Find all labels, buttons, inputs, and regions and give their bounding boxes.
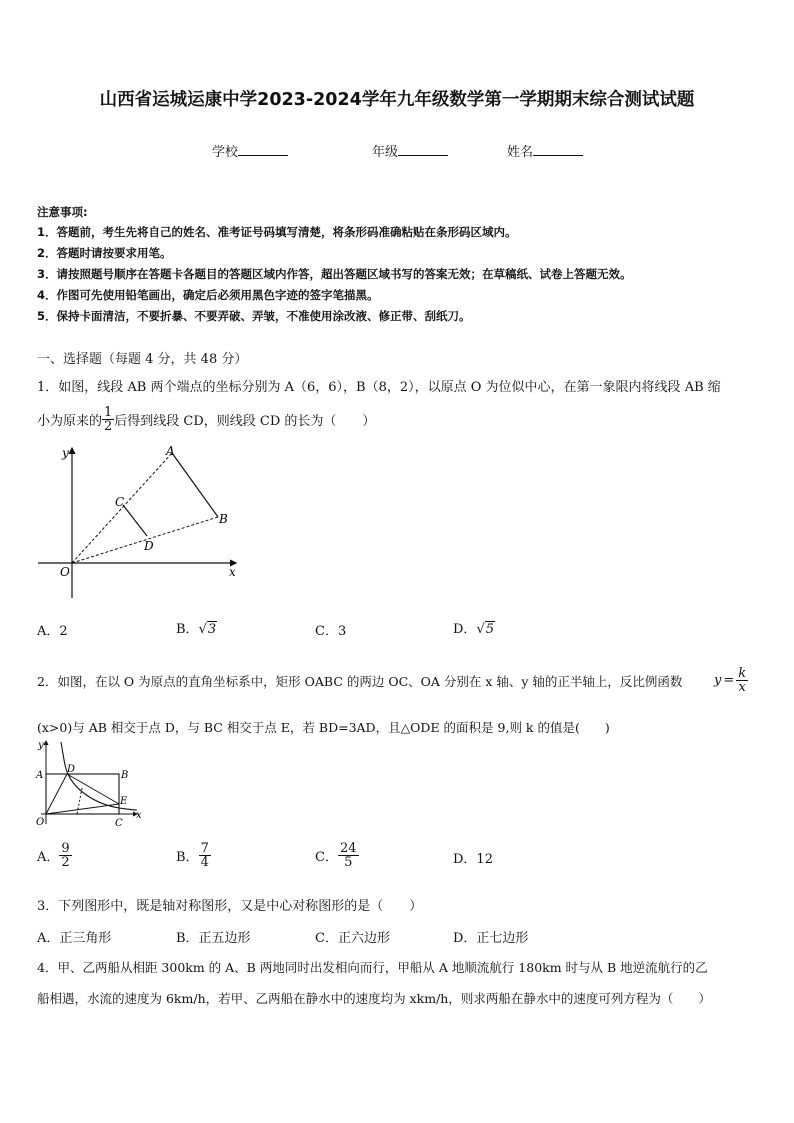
q2-label-y: y xyxy=(38,740,44,751)
q2-func-den: x xyxy=(738,679,746,695)
notice-item-3: 3．请按照题号顺序在答题卡各题目的答题区域内作答，超出答题区域书写的答案无效；在草稿纸、试卷上答题无效。 xyxy=(37,267,632,281)
q2-option-c-prefix: C． xyxy=(315,849,338,865)
q2-option-b-num: 7 xyxy=(200,840,209,856)
q1-frac-num: 1 xyxy=(104,404,113,420)
q1-option-d-sqrt: √5 xyxy=(476,622,495,637)
q2-option-a-num: 9 xyxy=(61,840,70,856)
exam-title: 山西省运城运康中学2023-2024学年九年级数学第一学期期末综合测试试题 xyxy=(99,90,695,110)
section-heading: 一、选择题（每题 4 分，共 48 分） xyxy=(37,352,248,367)
q2-option-d[interactable]: D．12 xyxy=(453,852,493,867)
q1-label-x: x xyxy=(229,565,236,579)
q1-label-B: B xyxy=(219,512,228,526)
q2-option-c-fraction xyxy=(338,842,359,869)
q2-segment-OD xyxy=(46,774,67,814)
q2-line1: 2．如图，在以 O 为原点的直角坐标系中，矩形 OABC 的两边 OC、OA 分别在 x 轴、y 轴的正半轴上，反比例函数 xyxy=(37,674,683,689)
grade-field xyxy=(372,141,448,160)
name-label: 姓名 xyxy=(507,145,534,160)
q1-label-A: A xyxy=(166,444,175,458)
q1-segment-AB xyxy=(172,453,218,517)
q1-label-C: C xyxy=(115,495,125,509)
school-blank[interactable] xyxy=(238,143,288,156)
q1-option-b-radicand: 3 xyxy=(207,622,217,637)
school-field xyxy=(212,141,288,160)
q1-frac-den: 2 xyxy=(104,418,113,434)
grade-label: 年级 xyxy=(372,145,399,160)
q3-option-b[interactable]: B．正五边形 xyxy=(176,931,251,946)
q3-option-a[interactable]: A．正三角形 xyxy=(37,931,112,946)
grade-blank[interactable] xyxy=(398,143,448,156)
name-field xyxy=(507,141,583,160)
q2-option-c-den: 5 xyxy=(344,854,353,870)
q3-option-c[interactable]: C．正六边形 xyxy=(315,931,390,946)
q1-option-b-sqrt: √3 xyxy=(198,622,217,637)
q2-label-x: x xyxy=(136,810,142,821)
q4-line1: 4．甲、乙两船从相距 300km 的 A、B 两地同时出发相向而行，甲船从 A 地顺流航行 180km 时与从 B 地逆流航行的乙 xyxy=(37,960,708,975)
q2-label-E: E xyxy=(120,796,128,807)
q2-option-a[interactable] xyxy=(37,836,72,874)
q2-label-B: B xyxy=(121,770,129,781)
q2-func-fraction xyxy=(736,667,748,694)
q2-option-a-fraction xyxy=(59,842,71,869)
q1-label-D: D xyxy=(144,539,154,553)
q3-option-d[interactable]: D．正七边形 xyxy=(453,931,529,946)
q1-option-c[interactable]: C．3 xyxy=(315,624,347,639)
q1-line1: 1．如图，线段 AB 两个端点的坐标分别为 A（6，6），B（8，2），以原点 O 为位似中心，在第一象限内将线段 AB 缩 xyxy=(37,380,721,395)
notice-item-4: 4．作图可先使用铅笔画出，确定后必须用黑色字迹的签字笔描黑。 xyxy=(37,288,379,302)
q2-option-b[interactable] xyxy=(176,836,211,874)
school-label: 学校 xyxy=(212,145,239,160)
q1-option-d-radicand: 5 xyxy=(485,622,495,637)
q3-line1: 3．下列图形中，既是轴对称图形，又是中心对称图形的是（ ） xyxy=(37,899,423,914)
q2-segment-OE xyxy=(46,804,119,814)
name-blank[interactable] xyxy=(533,143,583,156)
q1-fraction xyxy=(102,406,114,433)
q2-option-b-fraction xyxy=(199,842,211,869)
q4-line2: 船相遇，水流的速度为 6km/h，若甲、乙两船在静水中的速度均为 xkm/h，则求两船在静水中的速度可列方程为（ ） xyxy=(37,991,711,1006)
notice-heading: 注意事项: xyxy=(37,205,88,219)
q1-segment-CD xyxy=(123,505,147,536)
notice-item-5: 5．保持卡面清洁，不要折暴、不要弄破、弄皱，不准使用涂改液、修正带、刮纸刀。 xyxy=(37,309,471,323)
q2-option-a-den: 2 xyxy=(61,854,70,870)
q1-option-d-prefix: D． xyxy=(453,622,477,637)
q2-label-O: O xyxy=(36,817,45,828)
q1-line2 xyxy=(37,402,375,436)
q2-option-c[interactable] xyxy=(315,836,359,874)
q1-label-O: O xyxy=(60,565,70,579)
q1-label-y: y xyxy=(62,446,69,460)
q1-figure xyxy=(36,440,246,605)
q2-label-D: D xyxy=(67,764,76,775)
q1-option-b-prefix: B． xyxy=(176,622,199,637)
q2-option-b-den: 4 xyxy=(200,854,209,870)
q2-figure xyxy=(33,738,145,828)
q2-func-eq: = xyxy=(723,672,735,688)
q2-label-C: C xyxy=(115,818,123,828)
q2-function xyxy=(714,660,748,700)
q1-option-d[interactable] xyxy=(453,618,495,637)
q2-func-num: k xyxy=(738,665,747,681)
q2-option-b-prefix: B． xyxy=(176,849,199,865)
q2-line2: (x>0)与 AB 相交于点 D，与 BC 相交于点 E，若 BD=3AD，且△ODE 的面积是 9,则 k 的值是( ) xyxy=(37,720,610,735)
q1-option-a[interactable]: A．2 xyxy=(37,624,68,639)
notice-item-1: 1．答题前，考生先将自己的姓名、准考证号码填写清楚，将条形码准确粘贴在条形码区域内。 xyxy=(37,225,517,239)
notice-item-2: 2．答题时请按要求用笔。 xyxy=(37,246,172,260)
q1-line2-b: 后得到线段 CD，则线段 CD 的长为（ ） xyxy=(114,413,376,429)
q2-option-c-num: 24 xyxy=(339,840,357,856)
q2-option-a-prefix: A． xyxy=(37,849,60,865)
q1-option-b[interactable] xyxy=(176,618,217,637)
q2-label-A: A xyxy=(36,770,44,781)
q2-func-y: y xyxy=(714,672,722,688)
q1-line2-a: 小为原来的 xyxy=(37,413,103,429)
